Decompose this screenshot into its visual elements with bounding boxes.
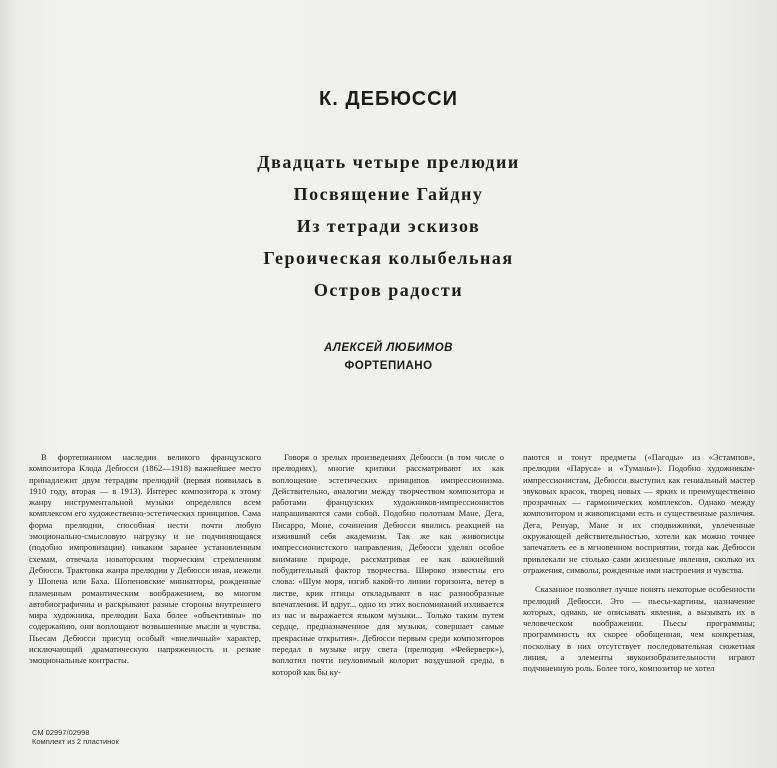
composer-name: К. ДЕБЮССИ <box>319 88 458 110</box>
catalog-footer <box>32 728 119 746</box>
paragraph: Говоря о зрелых произведениях Дебюсси (в том числе о прелюдиях), многие критики рассматривают их как воплощение эстетических принципов импрессионизма. Действительно, аналогии между творчеством композитора и работами французских художников-импрессионистов напрашиваются сами собой. Подобно полотнам Мане, Дега, Писарро, Моне, сочинения Дебюсси явились реакцией на изживший себя академизм. Так же как живописцы импрессионистского направления, Дебюсси уделял особое внимание природе, рассматривая ее как важнейший побудительный фактор творчества. Широко известны его слова: «Шум моря, изгиб какой-то линии горизонта, ветер в листве, крик птицы откладывают в нас разнообразные впечатления. И вдруг... одно из этих воспоминаний изливается из нас и выражается языком музыки... Только таким путем сердце, предназначенное для музыки, совершает самые прекрасные открытия». Дебюсси первым среди композиторов передал в музыке игру света (прелюдия «Фейерверк»), воплотил почти неуловимый колорит воздушной среды, в которой как бы ку- <box>272 452 504 677</box>
catalog-number: СМ 02997/02998 <box>32 728 90 737</box>
work-title: Из тетради эскизов <box>296 216 481 236</box>
set-note: Комплект из 2 пластинок <box>32 737 119 746</box>
works-list <box>0 146 777 306</box>
work-title: Двадцать четыре прелюдии <box>257 152 520 172</box>
paragraph: Сказанное позволяет лучше понять некоторые особенности прелюдий Дебюсси. Это — пьесы-картины, назначение которых, однако, не описывать явления, а вызывать их в человеческом воображении. Пьесы программны; программность их скорее обобщенная, чем конкретная, поскольку в них отсутствует последовательная сюжетная линия, а элементы звукоизобразительности играют подчиненную роль. Более того, композитор не хотел <box>523 584 755 674</box>
text-column-1 <box>29 452 261 667</box>
text-column-3 <box>523 452 755 675</box>
paragraph: паются и тонут предметы («Пагоды» из «Эстампов», прелюдии «Паруса» и «Туманы»). Подобно художникам-импрессионистам, Дебюсси выступил как гениальный мастер звуковых красок, творец новых — ярких и преимущественно прозрачных — гармонических комплексов. Однако между композитором и живописцами есть и существенные различия. Дега, Ренуар, Мане и их сподвижники, увлеченные окружающей действительностью, хотели как можно точнее запечатлеть ее в мгновенном восприятии, тогда как Дебюсси привлекали не столько сами жизненные явления, сколько их отражения, символы, рожденные ими настроения и чувства. <box>523 452 755 575</box>
performer-name: АЛЕКСЕЙ ЛЮБИМОВ <box>323 342 453 354</box>
paragraph: В фортепианном наследии великого французского композитора Клода Дебюсси (1862—1918) важнейшее место принадлежит двум тетрадям прелюдий (первая появилась в 1910 году, вторая — в 1913). Интерес композитора к этому жанру инструментальной музыки определялся всем комплексом его художественно-эстетических принципов. Сама форма прелюдии, способная нести почти любую эмоционально-смысловую нагрузку и не подчиняющаяся (подобно импровизации) никаким заранее установленным схемам, отвечала новаторским творческим стремлениям Дебюсси. Трактовка жанра прелюдии у Дебюсси иная, нежели у Шопена или Баха. Шопеновские миниатюры, рожденные пламенным романтическим воображением, во многом автобиографичны и раскрывают разные стороны внутреннего мира художника, прелюдии Баха более «объективны» по содержанию, они воплощают возвышенные мысли и чувства. Пьесам Дебюсси присущ особый «внеличный» характер, исключающий драматическую напряженность и резкие эмоциональные контрасты. <box>29 452 261 666</box>
work-title: Посвящение Гайдну <box>293 184 484 204</box>
work-title: Остров радости <box>313 280 464 300</box>
work-title: Героическая колыбельная <box>263 248 514 268</box>
text-column-2 <box>272 452 504 678</box>
performer-instrument: ФОРТЕПИАНО <box>344 360 433 372</box>
